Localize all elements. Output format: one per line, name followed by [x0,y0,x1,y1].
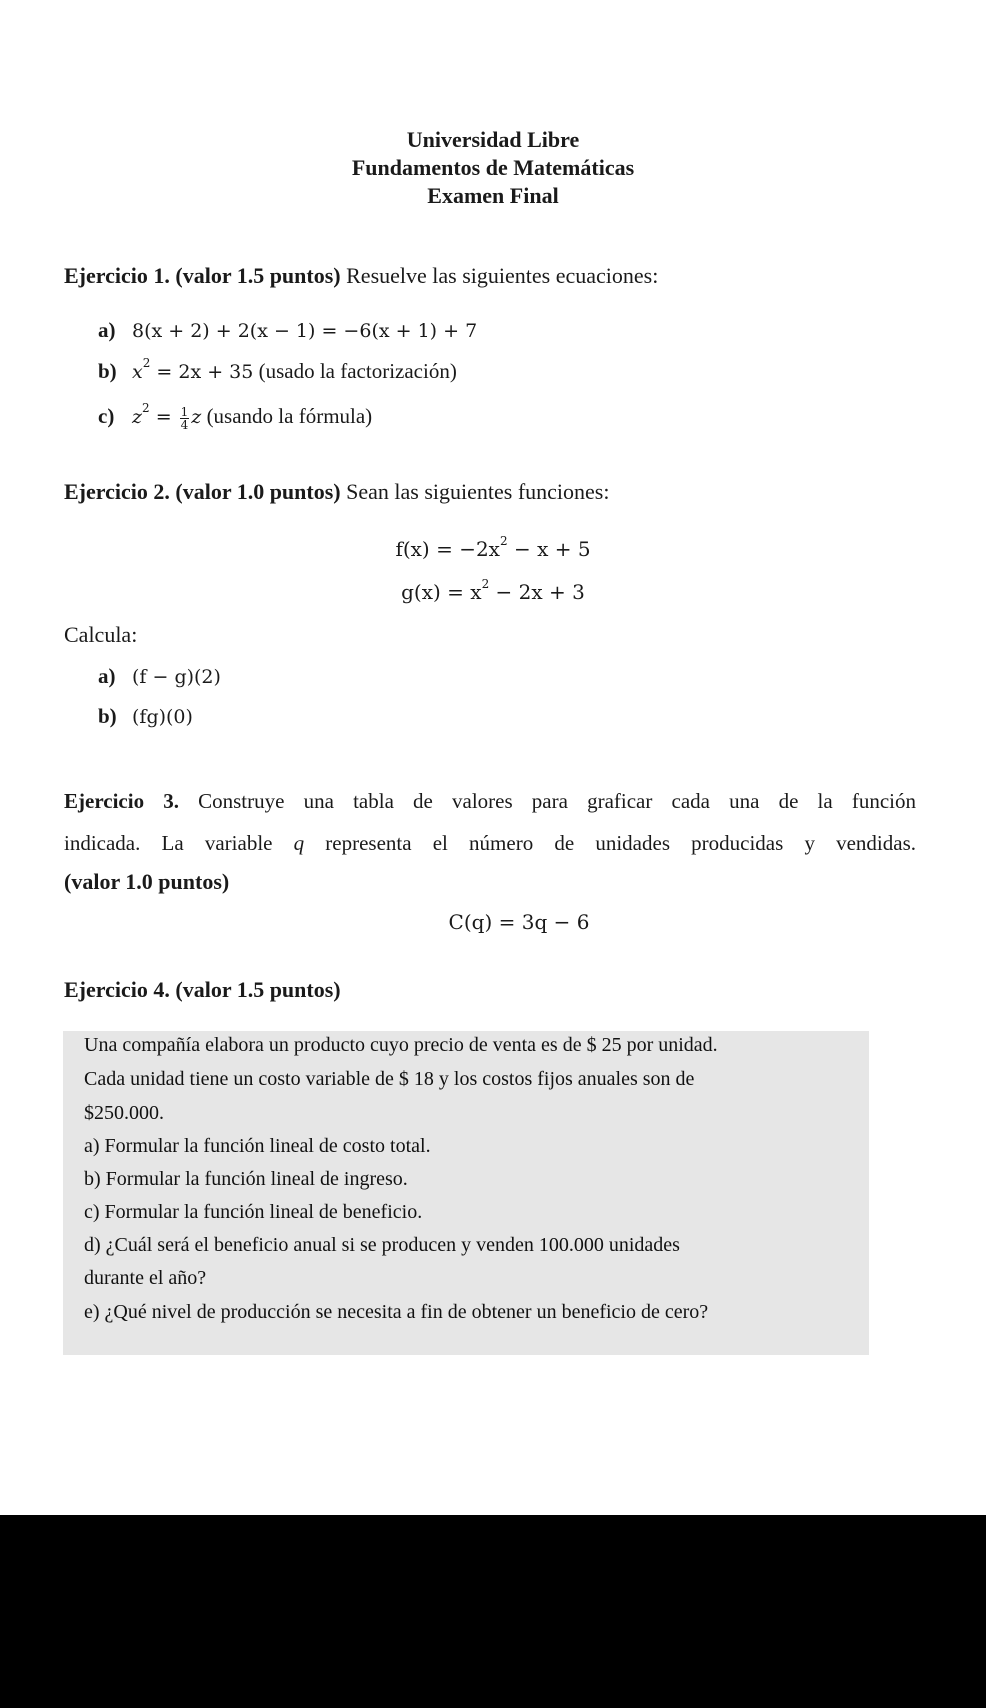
problem-question-c: c) Formular la función lineal de beneficio. [84,1201,423,1223]
problem-question-a: a) Formular la función lineal de costo total. [84,1135,431,1157]
ejercicio-2-title [64,479,609,505]
course-name: Fundamentos de Matemáticas [351,155,635,180]
problem-line-3: $250.000. [84,1102,164,1124]
ejercicio-3-heading: Ejercicio 3. [64,789,179,813]
item-label: c) [98,404,115,428]
problem-question-d: d) ¿Cuál será el beneficio anual si se producen y venden 100.000 unidades [84,1234,680,1256]
ejercicio-1-item-a [98,318,477,343]
problem-question-d-cont: durante el año? [84,1267,207,1289]
variable-q: q [293,831,305,855]
item-label: b) [98,359,117,383]
ejercicio-3-text: Ejercicio 3. Construye una tabla de valores para graficar cada una de la función indicada. La variable q representa el número de unidades producidas y vendidas. [64,789,917,855]
problem-question-b: b) Formular la función lineal de ingreso. [84,1168,408,1190]
equation-b: $x^2 = 2x + 35$ [132,356,254,383]
expression-a: (f − g)(2) [132,666,221,688]
problem-line-2: Cada unidad tiene un costo variable de $ 18 y los costos fijos anuales son de [84,1068,695,1090]
university-name: Universidad Libre [406,127,580,152]
problem-question-e: e) ¿Qué nivel de producción se necesita a fin de obtener un beneficio de cero? [84,1301,709,1323]
bottom-black-bar [0,1515,986,1708]
item-label: a) [98,318,116,342]
item-label: b) [98,704,117,728]
ejercicio-2-item-a [98,664,221,689]
problem-line-1: Una compañía elabora un producto cuyo precio de venta es de $ 25 por unidad. [84,1034,718,1056]
function-g: $g(x) = x^2 - 2x + 3$ [401,577,585,604]
equation-a: 8(x + 2) + 2(x − 1) = −6(x + 1) + 7 [132,320,478,342]
equation-c: $z^2$ = $\frac{1}{4}$ z [132,401,202,432]
item-label: a) [98,664,116,688]
ejercicio-3-valor: (valor 1.0 puntos) [64,869,230,894]
ejercicio-1-item-b [98,356,457,384]
calcula-label: Calcula: [64,622,138,647]
ejercicio-4-title [64,977,341,1003]
ejercicio-2-item-b [98,704,193,729]
ejercicio-2-heading: Ejercicio 2. (valor 1.0 puntos) [64,479,341,504]
equation-b-note: (usado la factorización) [253,359,457,383]
fraction-one-quarter: $\frac{1}{4}$ [180,404,189,432]
function-f: $f(x) = -2x^2 - x + 5$ [395,534,591,561]
exam-name: Examen Final [427,183,559,208]
equation-c-note: (usando la fórmula) [201,404,373,428]
ejercicio-1-heading: Ejercicio 1. (valor 1.5 puntos) [64,263,341,288]
ejercicio-1-title [64,263,658,289]
exam-header [0,126,986,210]
ejercicio-1-instruction: Resuelve las siguientes ecuaciones: [340,263,659,288]
ejercicio-2-instruction: Sean las siguientes funciones: [340,479,610,504]
expression-b: (fg)(0) [132,706,193,728]
cost-function: C(q) = 3q − 6 [448,910,590,934]
ejercicio-4-heading: Ejercicio 4. (valor 1.5 puntos) [64,977,341,1002]
ejercicio-1-item-c [98,401,373,432]
